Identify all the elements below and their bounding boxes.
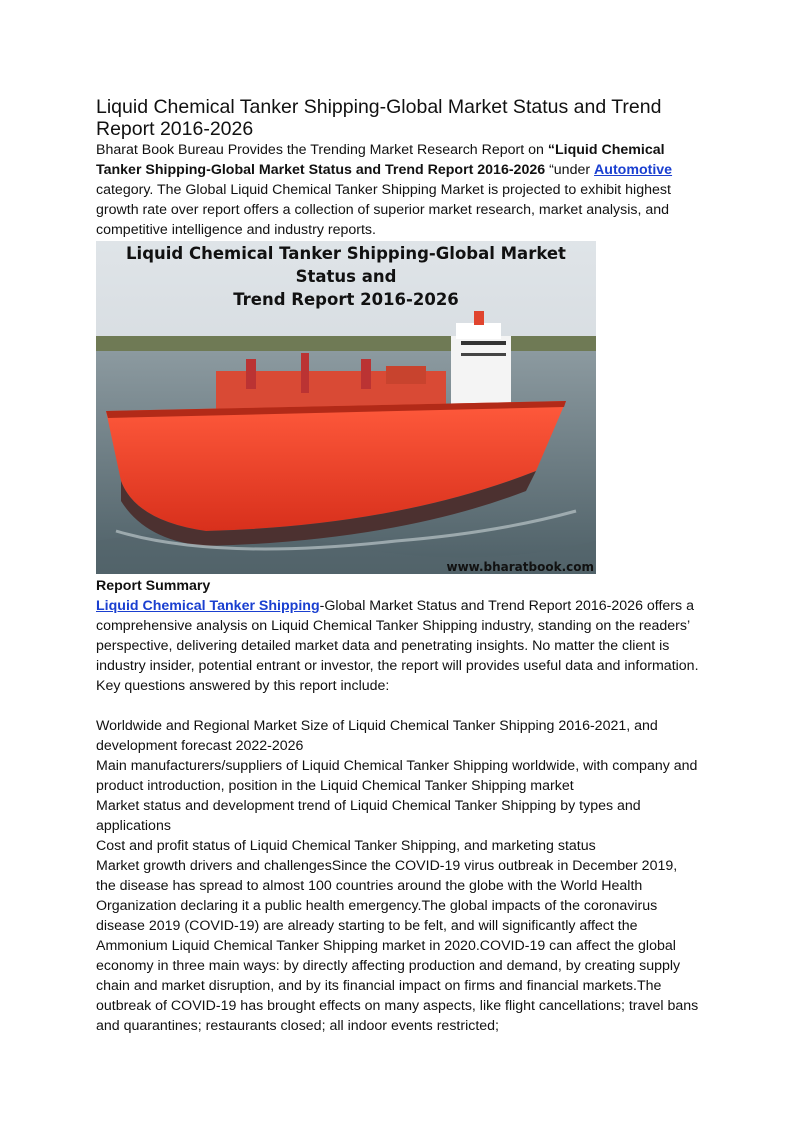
summary-heading: Report Summary xyxy=(96,578,211,594)
automotive-link[interactable]: Automotive xyxy=(594,162,673,178)
summary-text: -Global Market Status and Trend Report 2016-2026 offers a comprehensive analysis on Liquid Chemical Tanker Shipping industry, standing on the readers’ perspective, delivering detailed market data and penetrating insights. No matter the client is industry insider, potential entrant or investor, the report will provides useful data and information. Key questions answered by this report include: xyxy=(96,598,699,694)
document-page xyxy=(96,96,700,1036)
tanker-shipping-link[interactable]: Liquid Chemical Tanker Shipping xyxy=(96,598,320,614)
hero-image xyxy=(96,241,596,574)
spacer xyxy=(96,696,700,716)
intro-report-title: Liquid Chemical Tanker Shipping-Global Market Status and Trend Report 2016-2026 xyxy=(96,142,665,178)
intro-suffix: category. The Global Liquid Chemical Tanker Shipping Market is projected to exhibit highest growth rate over report offers a collection of superior market research, market analysis, and competitive intelligence and industry reports. xyxy=(96,182,671,238)
question-item: Market growth drivers and challengesSince the COVID-19 virus outbreak in December 2019, the disease has spread to almost 100 countries around the globe with the World Health Organization declaring it a public health emergency.The global impacts of the coronavirus disease 2019 (COVID-19) are already starting to be felt, and will significantly affect the Ammonium Liquid Chemical Tanker Shipping market in 2020.COVID-19 can affect the global economy in three main ways: by directly affecting production and demand, by creating supply chain and market disruption, and by its financial impact on firms and financial markets.The outbreak of COVID-19 has brought effects on many aspects, like flight cancellations; travel bans and quarantines; restaurants closed; all indoor events restricted; xyxy=(96,858,699,1034)
question-item: Cost and profit status of Liquid Chemical Tanker Shipping, and marketing status xyxy=(96,838,596,854)
hero-title-line1: Liquid Chemical Tanker Shipping-Global Market Status and xyxy=(126,244,566,286)
watermark: www.bharatbook.com xyxy=(446,560,594,574)
hero-title xyxy=(96,242,596,311)
question-item: Market status and development trend of Liquid Chemical Tanker Shipping by types and applications xyxy=(96,798,641,834)
intro-open-quote: “ xyxy=(547,142,555,158)
summary-paragraph xyxy=(96,596,700,696)
question-item: Main manufacturers/suppliers of Liquid Chemical Tanker Shipping worldwide, with company and product introduction, position in the Liquid Chemical Tanker Shipping market xyxy=(96,758,698,794)
intro-paragraph xyxy=(96,140,700,240)
page-title: Liquid Chemical Tanker Shipping-Global Market Status and Trend Report 2016-2026 xyxy=(96,96,662,140)
hero-title-line2: Trend Report 2016-2026 xyxy=(233,290,459,309)
intro-prefix: Bharat Book Bureau Provides the Trending Market Research Report on xyxy=(96,142,548,158)
intro-mid: “under xyxy=(545,162,595,178)
question-item: Worldwide and Regional Market Size of Liquid Chemical Tanker Shipping 2016-2021, and development forecast 2022-2026 xyxy=(96,718,658,754)
